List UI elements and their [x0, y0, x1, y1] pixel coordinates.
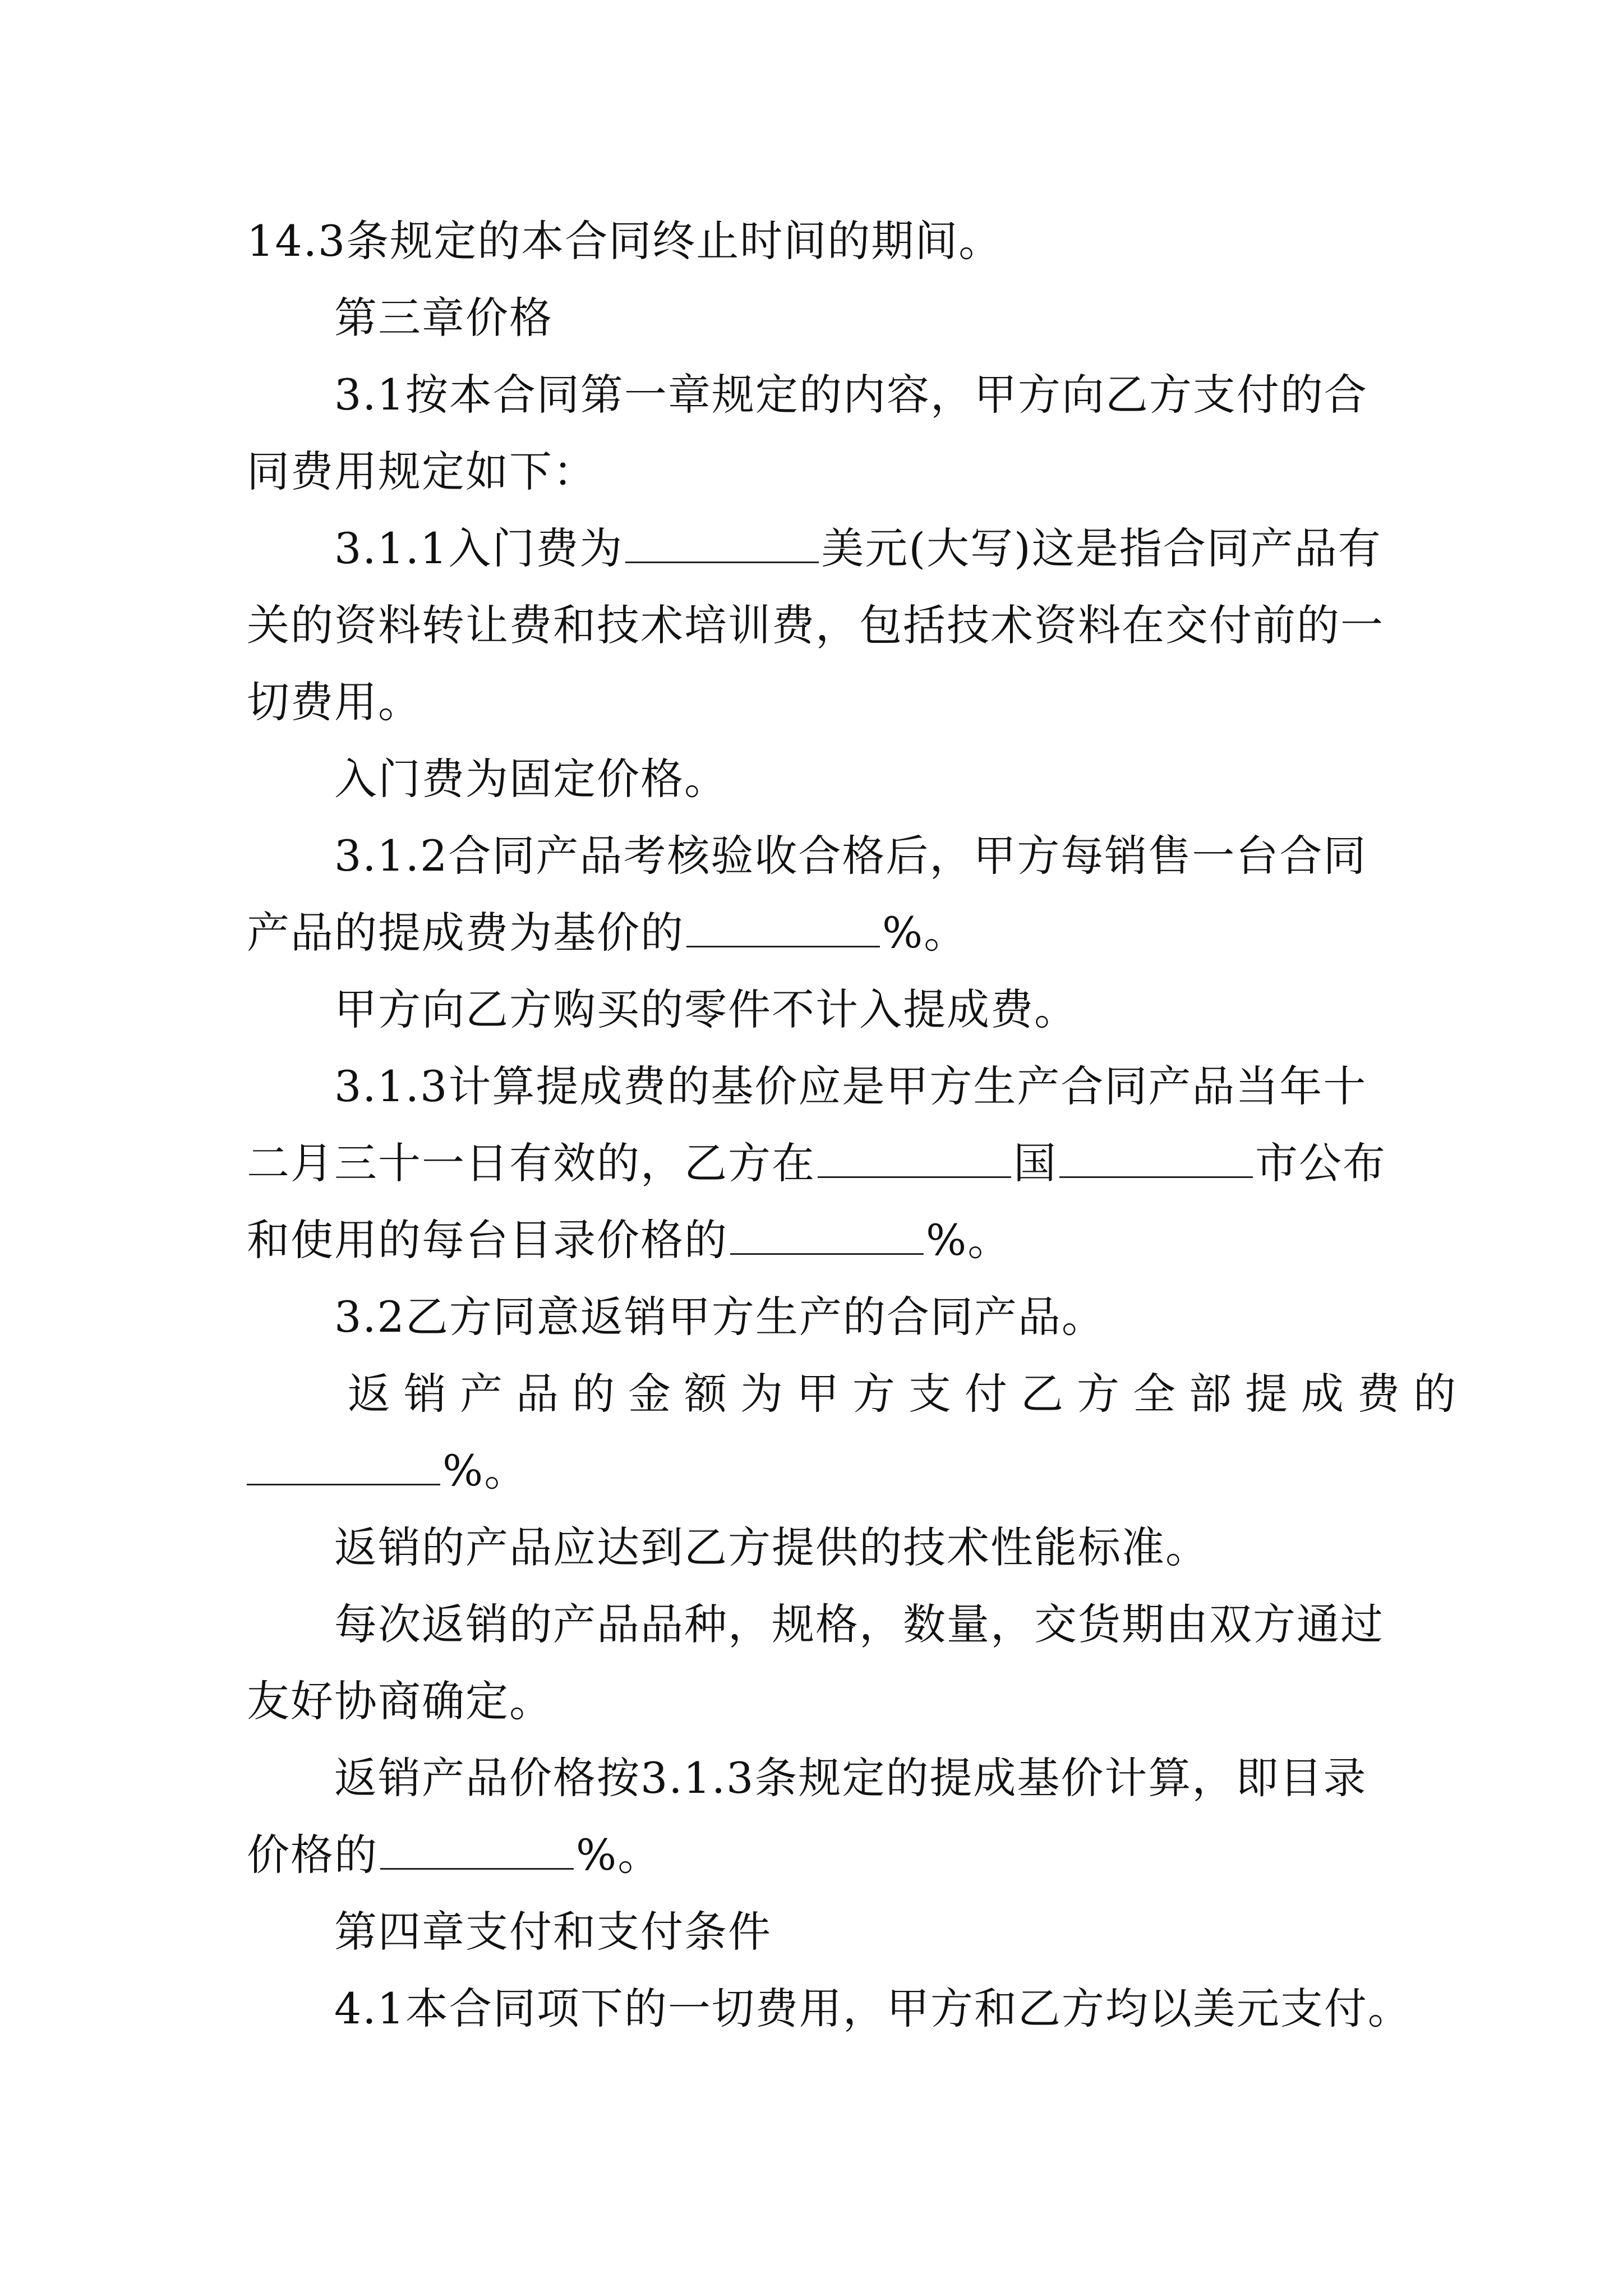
text-line: 和使用的每台目录价格的 %。 — [247, 1215, 1012, 1265]
text-line: 关的资料转让费和技术培训费，包括技术资料在交付前的一 — [247, 600, 1384, 650]
fill-in-blank — [686, 911, 880, 947]
text-line: 返销产品价格按3.1.3条规定的提成基价计算，即目录 — [334, 1753, 1367, 1803]
text-line: 返销的产品应达到乙方提供的技术性能标准。 — [334, 1522, 1209, 1572]
text-line: 产品的提成费为基价的 %。 — [247, 908, 968, 958]
chapter-heading: 第三章价格 — [334, 293, 553, 343]
text-line: 3.1.3计算提成费的基价应是甲方生产合同产品当年十 — [334, 1061, 1367, 1111]
text-line: 价格的 %。 — [247, 1830, 662, 1880]
text-line: 同费用规定如下： — [247, 447, 597, 496]
text-line: 3.2乙方同意返销甲方生产的合同产品。 — [334, 1292, 1105, 1342]
text-line: 友好协商确定。 — [247, 1676, 553, 1726]
fill-in-blank — [1059, 1142, 1253, 1178]
fill-in-blank — [380, 1833, 574, 1870]
text-line: 每次返销的产品品种，规格，数量，交货期由双方通过 — [334, 1599, 1384, 1649]
text-line: 4.1本合同项下的一切费用，甲方和乙方均以美元支付。 — [334, 1984, 1412, 2033]
text-line: 二月三十一日有效的，乙方在 国 市公布 — [247, 1138, 1386, 1188]
fill-in-blank — [818, 1142, 1011, 1178]
text-line: %。 — [247, 1443, 528, 1499]
text-line: 14.3条规定的本合同终止时间的期间。 — [247, 216, 1003, 266]
text-line: 3.1.1入门费为 美元(大写)这是指合同产品有 — [334, 523, 1382, 573]
text-line: 3.1.2合同产品考核验收合格后，甲方每销售一台合同 — [334, 831, 1367, 881]
text-line: 入门费为固定价格。 — [334, 754, 728, 804]
fill-in-blank — [625, 527, 819, 563]
fill-in-blank — [247, 1449, 440, 1485]
fill-in-blank — [730, 1218, 924, 1255]
chapter-heading: 第四章支付和支付条件 — [334, 1907, 772, 1957]
text-line: 甲方向乙方购买的零件不计入提成费。 — [334, 984, 1078, 1034]
text-line: 切费用。 — [247, 677, 422, 727]
text-line: 3.1按本合同第一章规定的内容，甲方向乙方支付的合 — [334, 370, 1368, 420]
text-line: 返销产品的金额为甲方支付乙方全部提成费的 — [348, 1369, 1469, 1419]
